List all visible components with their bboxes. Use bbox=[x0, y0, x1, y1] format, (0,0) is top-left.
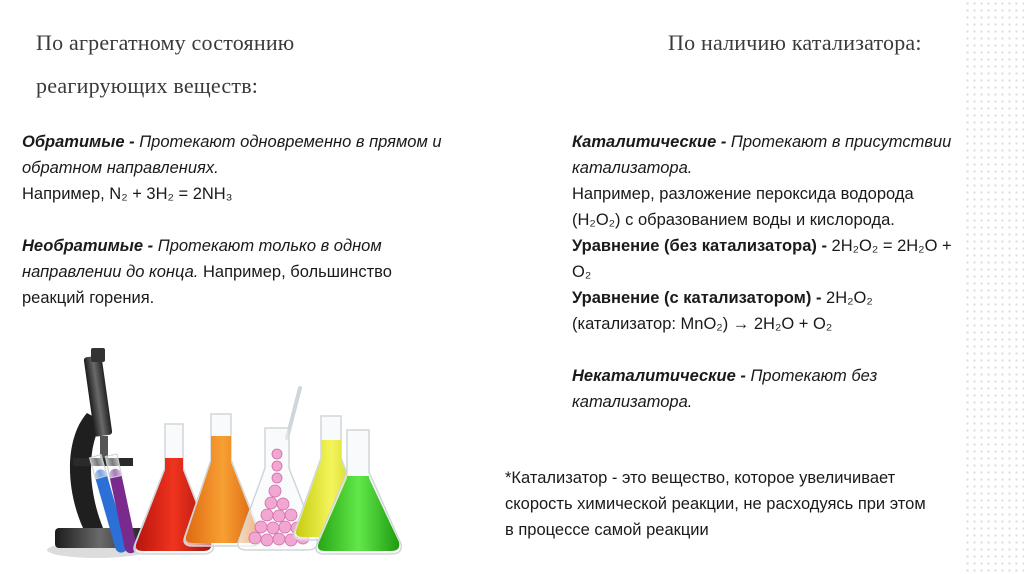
catalyst-footnote bbox=[505, 465, 1015, 543]
equation-no-catalyst bbox=[572, 233, 1012, 259]
equation-catalyst bbox=[572, 285, 1012, 311]
irreversible-desc-1: Протекают только в одном bbox=[157, 237, 382, 255]
catalytic-example-1: Например, разложение пероксида водорода bbox=[572, 185, 914, 203]
reversible-desc-1: Протекают одновременно в прямом и bbox=[139, 133, 442, 151]
equation-no-catalyst-formula: 2H₂O₂ = 2H₂O + bbox=[831, 237, 952, 255]
left-heading-line1: По агрегатному состоянию bbox=[36, 30, 295, 55]
equation-no-catalyst-label: Уравнение (без катализатора) - bbox=[572, 237, 832, 255]
equation-catalyst-formula: 2H₂O₂ bbox=[826, 289, 873, 307]
reversible-line-1 bbox=[22, 129, 532, 155]
catalytic-desc-1: Протекают в присутствии bbox=[730, 133, 952, 151]
spacer bbox=[572, 337, 1012, 363]
catalytic-term: Каталитические - bbox=[572, 133, 731, 151]
reaction-state-section bbox=[22, 129, 532, 311]
irreversible-example-2: реакций горения. bbox=[22, 289, 155, 307]
catalytic-example-2: (H₂O₂) с образованием воды и кислорода. bbox=[572, 211, 895, 229]
irreversible-example-1: Например, большинство bbox=[198, 263, 392, 281]
noncatalytic-term: Некаталитические - bbox=[572, 367, 751, 385]
catalytic-desc-2: катализатора. bbox=[572, 159, 693, 177]
footnote-line-1: *Катализатор - это вещество, которое увеличивает bbox=[505, 469, 896, 487]
catalyst-section bbox=[572, 129, 1012, 415]
footnote-line-2: скорость химической реакции, не расходуясь при этом bbox=[505, 495, 926, 513]
noncatalytic-desc-1: Протекают без bbox=[750, 367, 878, 385]
irreversible-desc-2: направлении до конца. bbox=[22, 263, 199, 281]
spacer bbox=[22, 207, 532, 233]
reversible-desc-2: обратном направлениях. bbox=[22, 159, 219, 177]
reversible-term: Обратимые - bbox=[22, 133, 140, 151]
noncatalytic-desc-2: катализатора. bbox=[572, 393, 693, 411]
equation-catalyst-formula-cont: (катализатор: MnO₂) → 2H₂O + O₂ bbox=[572, 315, 833, 333]
catalytic-line-1 bbox=[572, 129, 1012, 155]
left-heading-line2: реагирующих веществ: bbox=[36, 73, 259, 98]
noncatalytic-line-1 bbox=[572, 363, 1012, 389]
irreversible-line-2 bbox=[22, 259, 532, 285]
equation-no-catalyst-formula-cont: O₂ bbox=[572, 263, 592, 281]
right-heading: По наличию катализатора: bbox=[668, 30, 922, 55]
irreversible-term: Необратимые - bbox=[22, 237, 158, 255]
reversible-example: Например, N₂ + 3H₂ = 2NH₃ bbox=[22, 185, 233, 203]
irreversible-line-1 bbox=[22, 233, 532, 259]
footnote-line-3: в процессе самой реакции bbox=[505, 521, 709, 539]
equation-catalyst-label: Уравнение (с катализатором) - bbox=[572, 289, 827, 307]
lab-glassware-illustration bbox=[25, 318, 410, 566]
